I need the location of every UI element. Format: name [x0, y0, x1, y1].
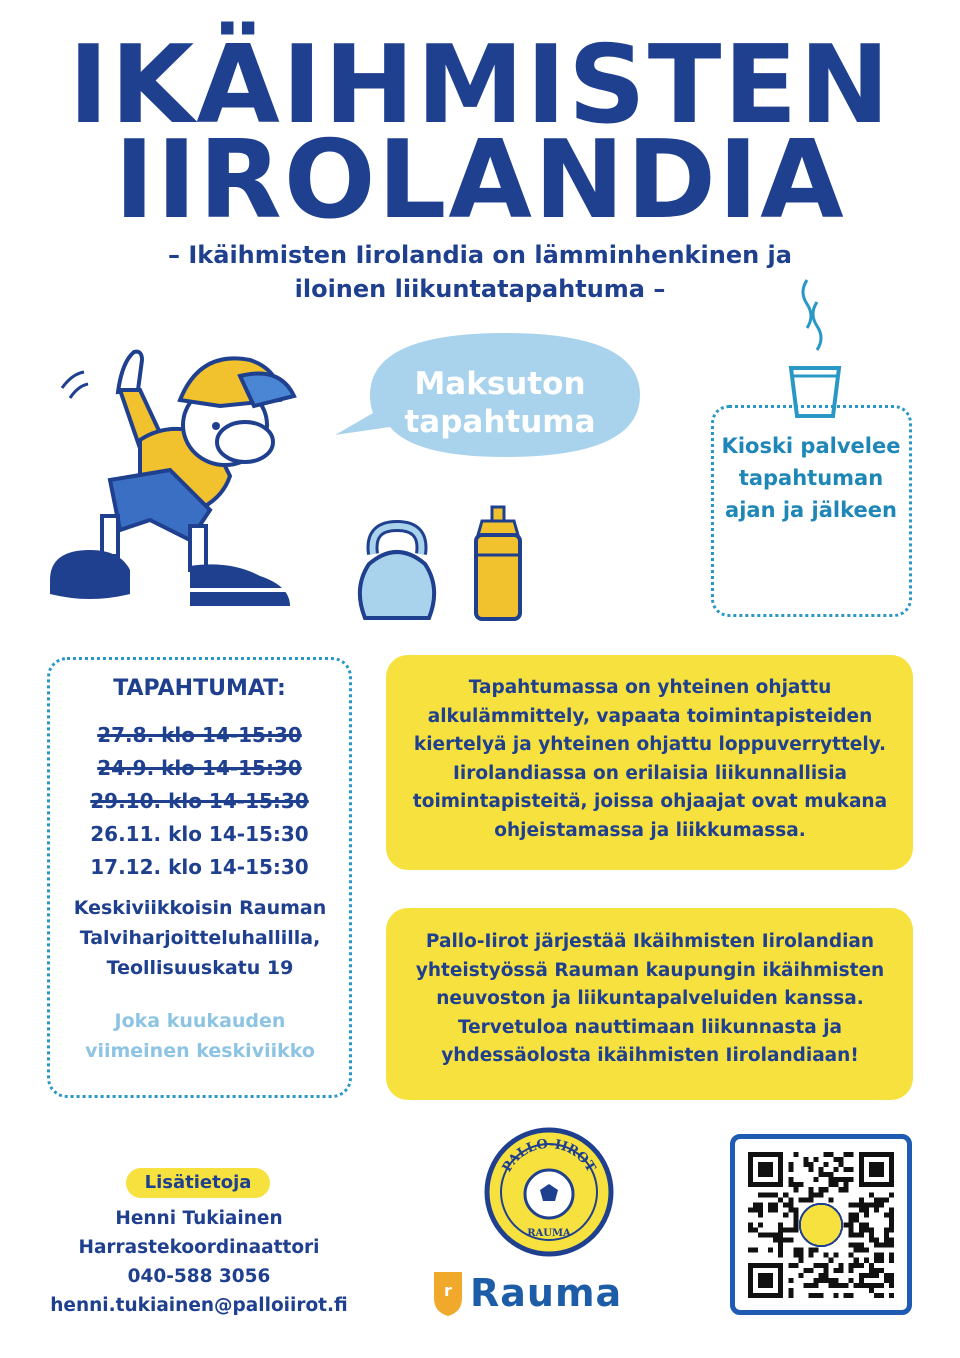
contact-role: Harrastekoordinaattori [78, 1237, 320, 1258]
title-line-2: IIROLANDIA [114, 118, 846, 243]
kettlebell-icon [355, 520, 439, 622]
title-line-1: IKÄIHMISTEN [68, 23, 892, 148]
water-bottle-icon [470, 505, 526, 623]
speech-bubble-text: Maksuton tapahtuma [404, 366, 596, 440]
coffee-cup-icon [785, 272, 845, 420]
contact-phone[interactable]: 040-588 3056 [127, 1266, 271, 1287]
venue-text: Keskiviikkoisin Rauman Talviharjoitteluhallilla, Teollisuuskatu 19 [73, 897, 327, 979]
kiosk-text: Kioski palvelee tapahtuman ajan ja jälkeen [721, 434, 901, 522]
contact-email[interactable]: henni.tukiainen@palloiirot.fi [50, 1295, 348, 1316]
description-paragraph-2: Pallo-Iirot järjestää Ikäihmisten Iirolandian yhteistyössä Rauman kaupungin ikäihmisten neuvoston ja liikuntapalveluiden kanssa. Tervetuloa nauttimaan liikunnasta ja yhdessäolosta ikäihmisten Iirolandiaan! [415, 931, 885, 1066]
event-date: 17.12. klo 14-15:30 [90, 855, 309, 879]
club-name-text: PALLO-IIROT [499, 1136, 599, 1175]
events-heading: TAPAHTUMAT: [113, 676, 286, 701]
event-date-cancelled: 24.9. klo 14-15:30 [97, 756, 302, 780]
club-city-text: RAUMA [527, 1228, 571, 1239]
info-badge: Lisätietoja [126, 1168, 270, 1198]
event-date-cancelled: 27.8. klo 14-15:30 [97, 723, 302, 747]
subtitle: – Ikäihmisten Iirolandia on lämminhenkinen ja iloinen liikuntatapahtuma – [168, 241, 792, 303]
description-paragraph-1: Tapahtumassa on yhteinen ohjattu alkulämmittely, vapaata toimintapisteiden kiertelyä ja yhteinen ohjattu loppuverryttely. Iirolandiassa on erilaisia liikunnallisia toimintapisteitä, joissa ohjaajat ovat mukana ohjeistamassa ja liikkumassa. [412, 677, 888, 841]
rauma-logo-icon [428, 1268, 468, 1318]
pallo-iirot-logo [483, 1126, 615, 1258]
svg-text:r: r [444, 1281, 452, 1300]
contact-name: Henni Tukiainen [115, 1208, 283, 1229]
rauma-logo-text: Rauma [470, 1271, 623, 1315]
mascot-illustration [40, 330, 310, 620]
qr-code[interactable] [748, 1152, 894, 1298]
monthly-note: Joka kuukauden viimeinen keskiviikko [85, 1010, 315, 1062]
event-date: 26.11. klo 14-15:30 [90, 822, 309, 846]
event-date-cancelled: 29.10. klo 14-15:30 [90, 789, 309, 813]
